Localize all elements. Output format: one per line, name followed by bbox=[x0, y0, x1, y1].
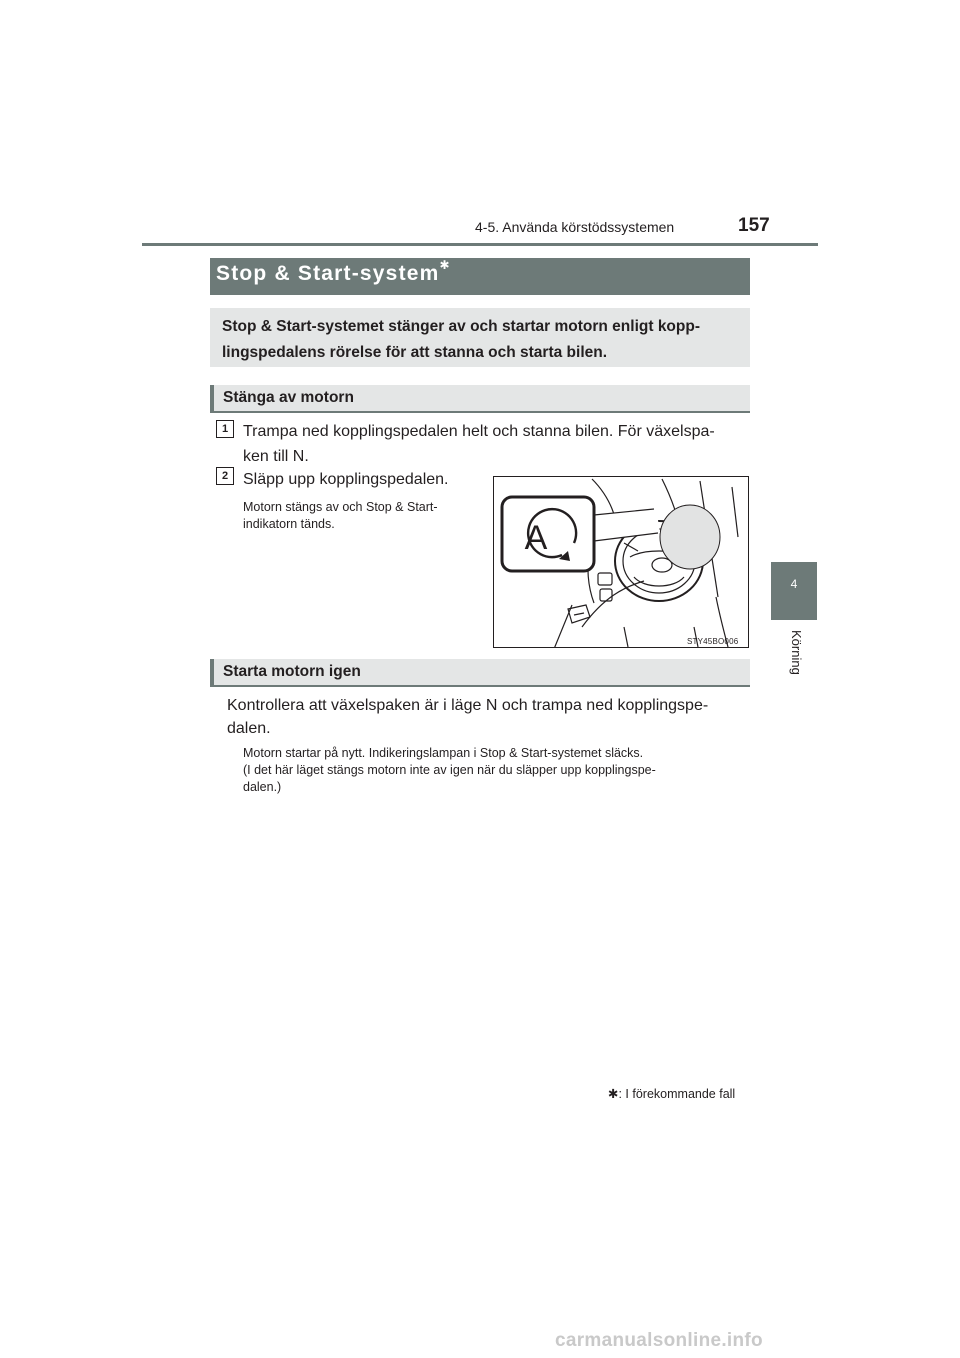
section-rule-stop bbox=[210, 411, 750, 413]
asterisk-marker: ✱ bbox=[439, 258, 451, 272]
page-number: 157 bbox=[738, 215, 770, 236]
section-header-stop bbox=[210, 385, 750, 413]
header-rule bbox=[142, 243, 818, 246]
section-header-bar bbox=[210, 659, 214, 687]
section-heading-stop: Stänga av motorn bbox=[223, 389, 354, 406]
restart-line-2: dalen. bbox=[227, 720, 271, 737]
watermark: carmanualsonline.info bbox=[555, 1330, 763, 1351]
callout-letter: A bbox=[524, 519, 548, 557]
chapter-number: 4 bbox=[790, 577, 798, 591]
section-heading-start: Starta motorn igen bbox=[223, 663, 361, 680]
restart-note-3: dalen.) bbox=[243, 780, 282, 794]
section-rule-start bbox=[210, 685, 750, 687]
step-2-note-2: indikatorn tänds. bbox=[243, 517, 335, 531]
step-2-note-1: Motorn stängs av och Stop & Start- bbox=[243, 500, 438, 514]
page-title bbox=[216, 258, 451, 286]
restart-note-1: Motorn startar på nytt. Indikeringslampan i Stop & Start-systemet släcks. bbox=[243, 746, 644, 760]
chapter-title-text: Körning bbox=[789, 630, 804, 675]
step-number-2: 2 bbox=[216, 467, 234, 485]
step-2-line-1: Släpp upp kopplingspedalen. bbox=[243, 471, 449, 488]
figure-code: STY45BO006 bbox=[687, 637, 739, 646]
section-header-start bbox=[210, 659, 750, 687]
footnote-marker: ✱ bbox=[608, 1087, 619, 1101]
page-title-text: Stop & Start-system bbox=[216, 262, 440, 285]
dashboard-illustration bbox=[493, 476, 749, 648]
intro-text: Stop & Start-systemet stänger av och startar motorn enligt kopp-lingspedalens rörelse för att stanna och starta bilen. bbox=[222, 318, 701, 361]
dashboard-drawing bbox=[494, 477, 749, 648]
restart-line-1: Kontrollera att växelspaken är i läge N och trampa ned kopplingspe- bbox=[227, 697, 709, 714]
footnote bbox=[608, 1086, 735, 1101]
step-1-line-2: ken till N. bbox=[243, 448, 309, 465]
chapter-title bbox=[770, 630, 816, 710]
chapter-tab bbox=[771, 562, 817, 620]
footnote-text: : I förekommande fall bbox=[618, 1087, 736, 1101]
section-label: 4-5. Använda körstödssystemen bbox=[475, 219, 675, 235]
section-header-bar bbox=[210, 385, 214, 413]
step-1-line-1: Trampa ned kopplingspedalen helt och stanna bilen. För växelspa- bbox=[243, 423, 715, 440]
step-number-1: 1 bbox=[216, 420, 234, 438]
restart-note-2: (I det här läget stängs motorn inte av igen när du släpper upp kopplingspe- bbox=[243, 763, 656, 777]
